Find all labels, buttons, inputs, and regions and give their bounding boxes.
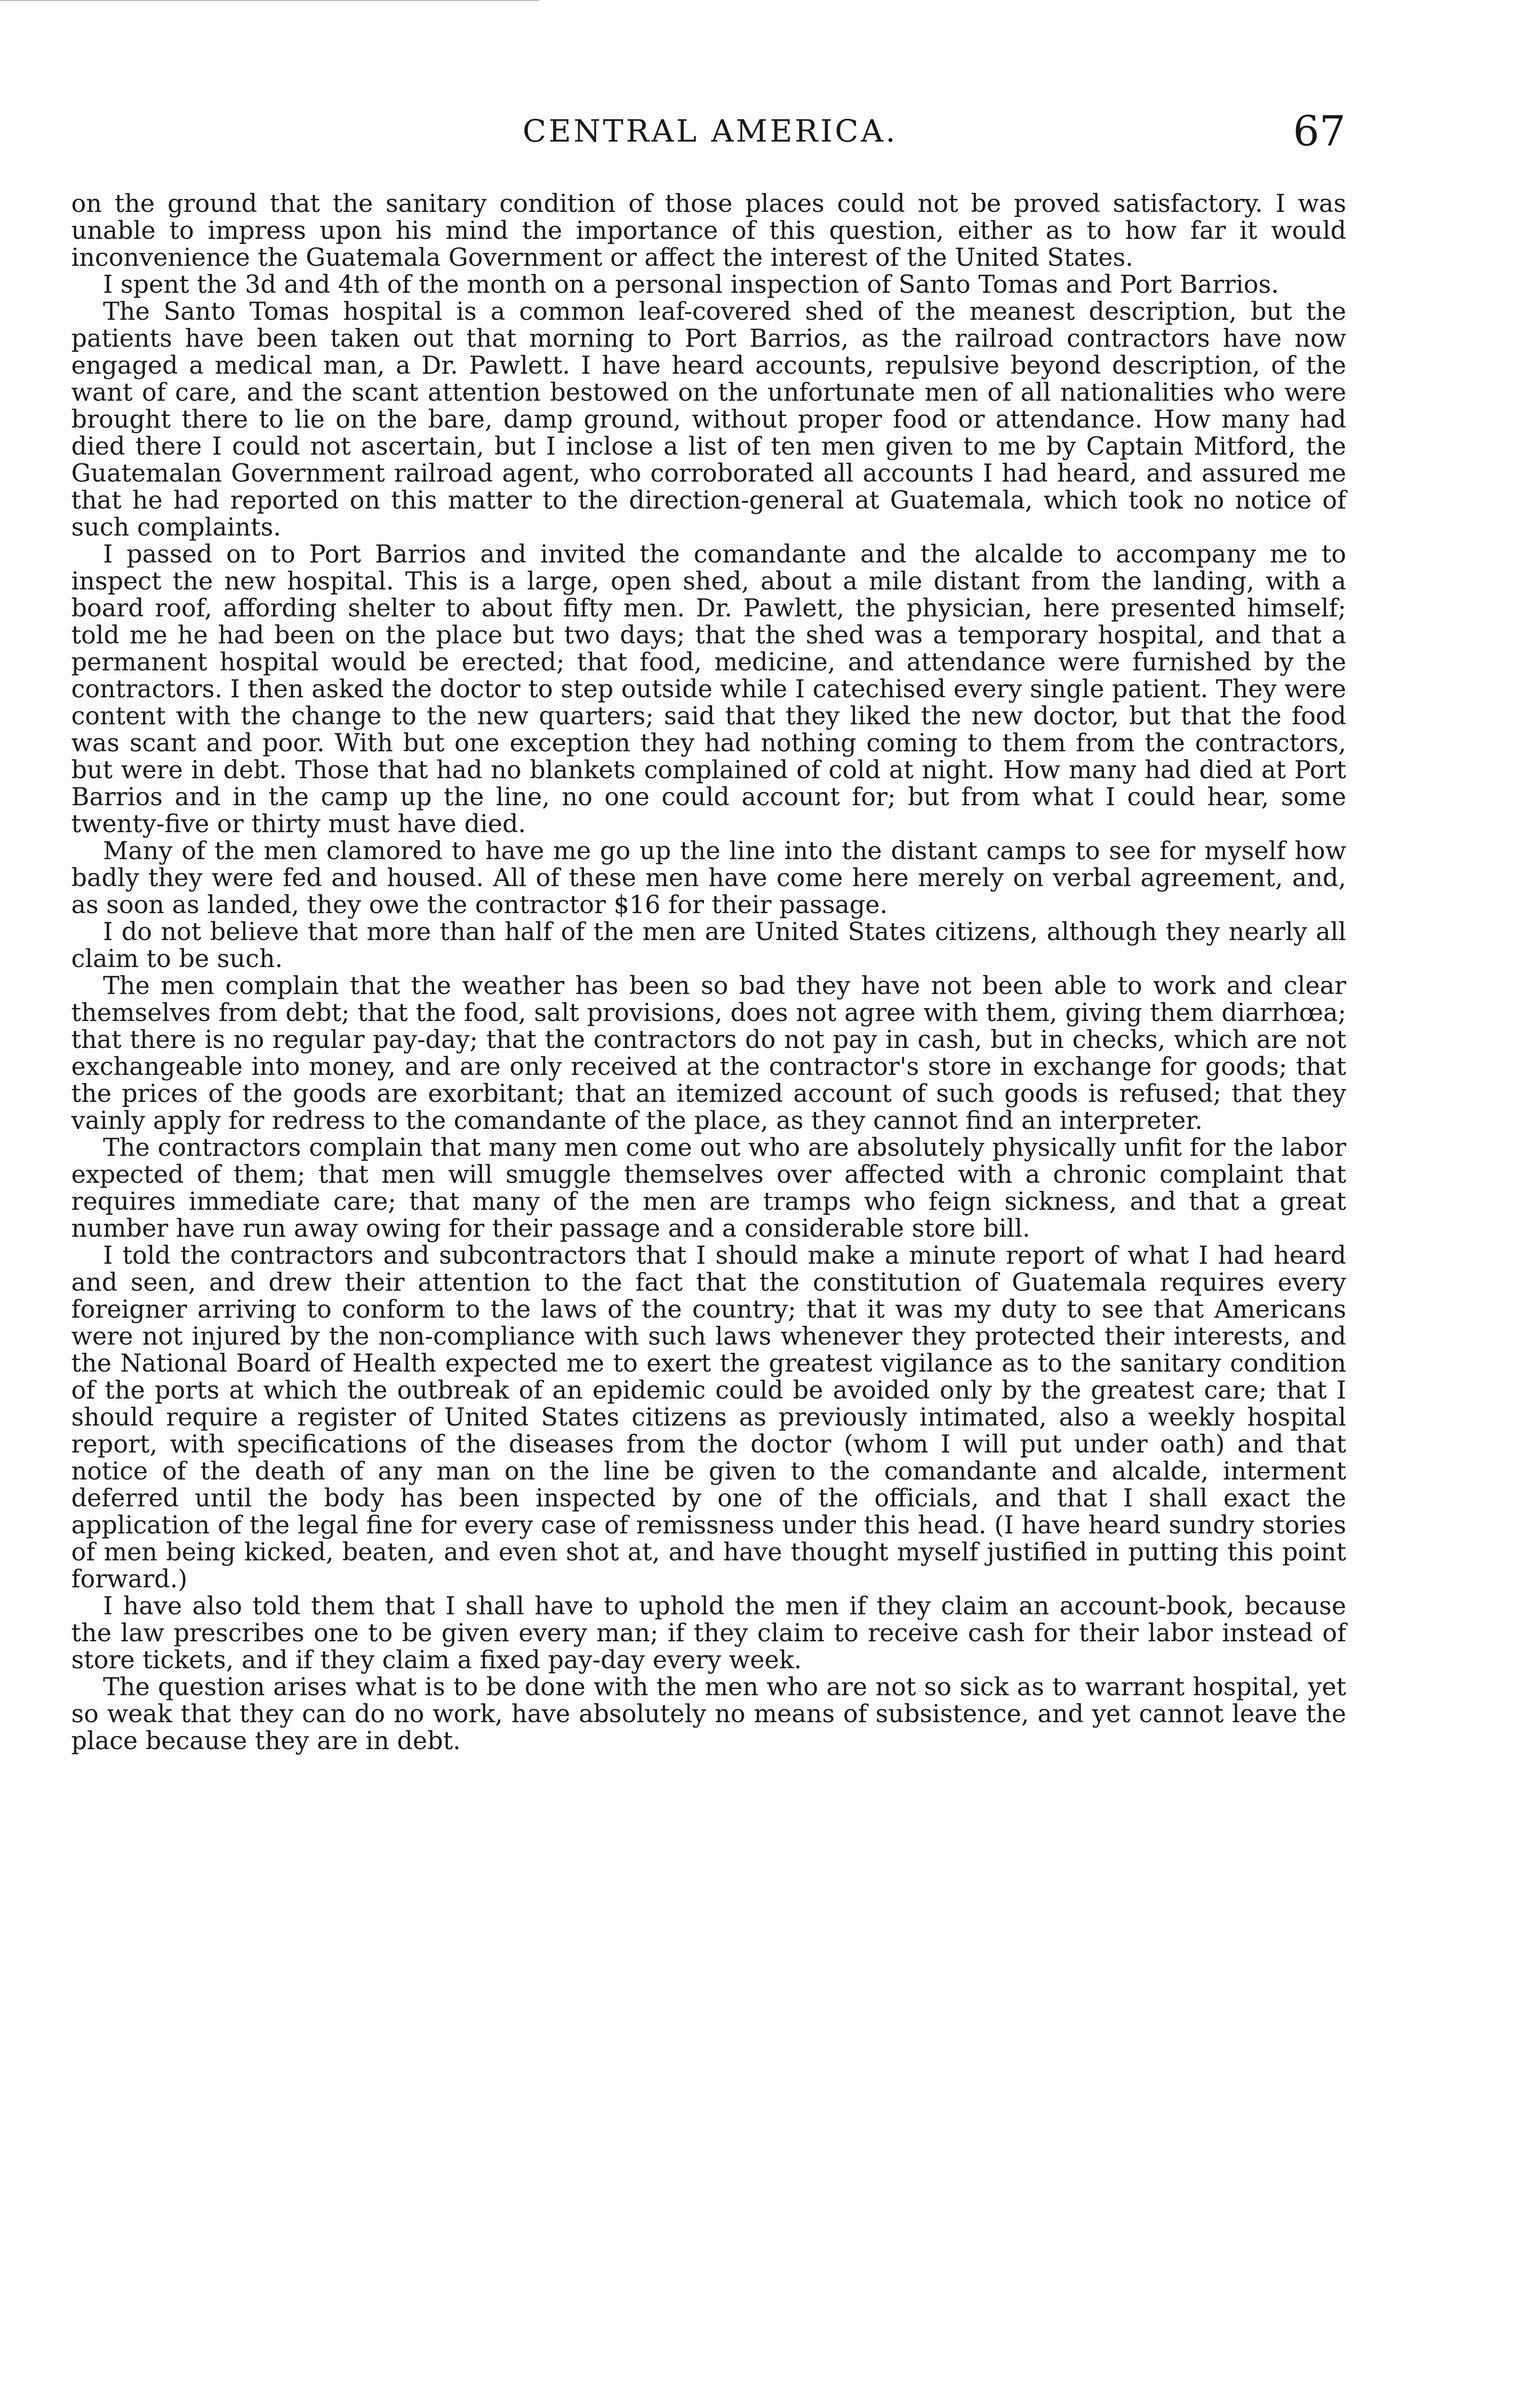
paragraph-contractor-complaints: The contractors complain that many men come out who are absolutely physically unfit for the labor expected of them; that men will smuggle themselves over affected with a chronic complaint that requires immediate care; that many of the men are tramps who feign sickness, and that a great number have run away owing for their passage and a considerable store bill. xyxy=(71,1134,1346,1243)
paragraph-inspection: I spent the 3d and 4th of the month on a personal inspection of Santo Tomas and Port Barrios. xyxy=(103,271,1279,299)
paragraph-citizens: I do not believe that more than half of the men are United States citizens, although they nearly all claim to be such. xyxy=(71,918,1346,973)
body-text xyxy=(71,191,1346,1755)
top-rule xyxy=(0,0,539,1)
paragraph-report: I told the contractors and subcontractors that I should make a minute report of what I had heard and seen, and drew their attention to the fact that the constitution of Guatemala requires every foreigner arriving to conform to the laws of the country; that it was my duty to see that Americans were not injured by the non-compliance with such laws whenever they protected their interests, and the National Board of Health expected me to exert the greatest vigilance as to the sanitary condition of the ports at which the outbreak of an epidemic could be avoided only by the greatest care; that I should require a register of United States citizens as previously intimated, also a weekly hospital report, with specifications of the diseases from the doctor (whom I will put under oath) and that notice of the death of any man on the line be given to the comandante and alcalde, interment deferred until the body has been inspected by one of the officials, and that I shall exact the application of the legal fine for every case of remissness under this head. (I have heard sundry stories of men being kicked, beaten, and even shot at, and have thought myself justified in putting this point forward.) xyxy=(71,1242,1346,1594)
paragraph-men-complaints: The men complain that the weather has been so bad they have not been able to work and clear themselves from debt; that the food, salt provisions, does not agree with them, giving them diarrhœa; that there is no regular pay-day; that the contractors do not pay in cash, but in checks, which are not exchangeable into money, and are only received at the contractor's store in exchange for goods; that the prices of the goods are exorbitant; that an itemized account of such goods is refused; that they vainly apply for redress to the comandante of the place, as they cannot find an interpreter. xyxy=(71,972,1346,1135)
running-title: CENTRAL AMERICA. xyxy=(522,114,898,149)
paragraph-santo-tomas-hospital: The Santo Tomas hospital is a common leaf-covered shed of the meanest description, but the patients have been taken out that morning to Port Barrios, as the railroad contractors have now engaged a medical man, a Dr. Pawlett. I have heard accounts, repulsive beyond description, of the want of care, and the scant attention bestowed on the unfortunate men of all nationalities who were brought there to lie on the bare, damp ground, without proper food or attendance. How many had died there I could not ascertain, but I inclose a list of ten men given to me by Captain Mitford, the Guatemalan Government railroad agent, who corroborated all accounts I had heard, and assured me that he had reported on this matter to the direction-general at Guatemala, which took no notice of such complaints. xyxy=(71,298,1346,542)
running-head xyxy=(75,105,1346,158)
page-number: 67 xyxy=(1293,107,1346,156)
paragraph-camps: Many of the men clamored to have me go up the line into the distant camps to see for myself how badly they were fed and housed. All of these men have come here merely on verbal agreement, and, as soon as landed, they owe the contractor $16 for their passage. xyxy=(71,837,1346,919)
paragraph-account-book: I have also told them that I shall have to uphold the men if they claim an account-book, because the law prescribes one to be given every man; if they claim to receive cash for their labor instead of store tickets, and if they claim a fixed pay-day every week. xyxy=(71,1592,1346,1675)
paragraph-question: The question arises what is to be done with the men who are not so sick as to warrant hospital, yet so weak that they can do no work, have absolutely no means of subsistence, and yet cannot leave the place because they are in debt. xyxy=(71,1673,1346,1755)
paragraph-continuation: on the ground that the sanitary condition of those places could not be proved satisfactory. I was unable to impress upon his mind the importance of this question, either as to how far it would inconvenience the Guatemala Government or affect the interest of the United States. xyxy=(71,190,1346,272)
paragraph-port-barrios: I passed on to Port Barrios and invited the comandante and the alcalde to accompany me to inspect the new hospital. This is a large, open shed, about a mile distant from the landing, with a board roof, affording shelter to about fifty men. Dr. Pawlett, the physician, here presented himself; told me he had been on the place but two days; that the shed was a temporary hospital, and that a permanent hospital would be erected; that food, medicine, and attendance were furnished by the contractors. I then asked the doctor to step outside while I catechised every single patient. They were content with the change to the new quarters; said that they liked the new doctor, but that the food was scant and poor. With but one exception they had nothing coming to them from the contractors, but were in debt. Those that had no blankets complained of cold at night. How many had died at Port Barrios and in the camp up the line, no one could account for; but from what I could hear, some twenty-five or thirty must have died. xyxy=(71,540,1346,838)
